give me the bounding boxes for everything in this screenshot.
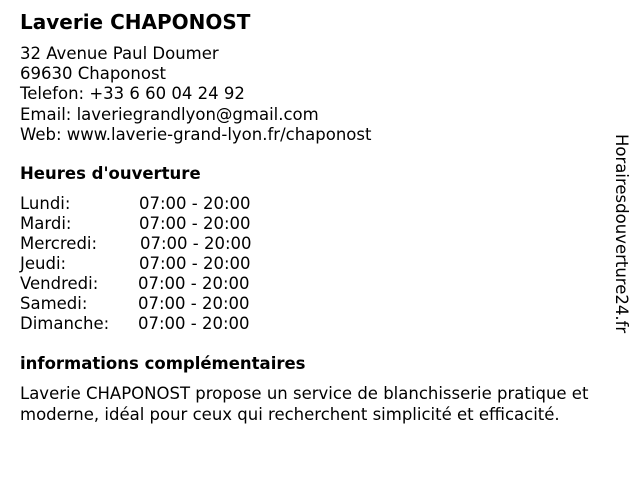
hours-row-friday: [20, 274, 320, 294]
opening-time: 07:00 - 20:00: [139, 194, 251, 213]
opening-time: 07:00 - 20:00: [139, 214, 251, 233]
hours-row-saturday: [20, 294, 320, 314]
business-description: Laverie CHAPONOST propose un service de blanchisserie pratique et moderne, idéal pour ceux qui recherchent simplicité et efficacité.: [20, 384, 589, 424]
watermark-text: Horairesdouverture24.fr: [612, 134, 631, 334]
website: Web: www.laverie-grand-lyon.fr/chaponost: [20, 124, 372, 144]
opening-time: 07:00 - 20:00: [138, 294, 250, 313]
address-city: 69630 Chaponost: [20, 64, 167, 84]
day-label: Lundi:: [20, 194, 71, 213]
business-name: Laverie CHAPONOST: [20, 10, 251, 34]
info-heading: informations complémentaires: [20, 354, 306, 373]
day-label: Dimanche:: [20, 314, 110, 333]
hours-heading: Heures d'ouverture: [20, 164, 201, 183]
contact-block: [20, 44, 371, 145]
hours-row-tuesday: [20, 214, 320, 234]
hours-row-monday: [20, 194, 320, 214]
hours-table: [20, 194, 320, 334]
day-label: Mercredi:: [20, 234, 98, 253]
opening-time: 07:00 - 20:00: [138, 314, 250, 333]
day-label: Vendredi:: [20, 274, 99, 293]
day-label: Samedi:: [20, 294, 88, 313]
site-watermark: [612, 134, 632, 370]
day-label: Jeudi:: [20, 254, 67, 273]
phone-number: Telefon: +33 6 60 04 24 92: [20, 84, 245, 104]
day-label: Mardi:: [20, 214, 72, 233]
opening-time: 07:00 - 20:00: [138, 274, 250, 293]
opening-time: 07:00 - 20:00: [140, 234, 252, 253]
hours-row-sunday: [20, 314, 320, 334]
email-address: Email: laveriegrandlyon@gmail.com: [20, 104, 319, 124]
hours-row-wednesday: [20, 234, 320, 254]
hours-row-thursday: [20, 254, 320, 274]
address-street: 32 Avenue Paul Doumer: [20, 44, 219, 63]
opening-time: 07:00 - 20:00: [139, 254, 251, 273]
